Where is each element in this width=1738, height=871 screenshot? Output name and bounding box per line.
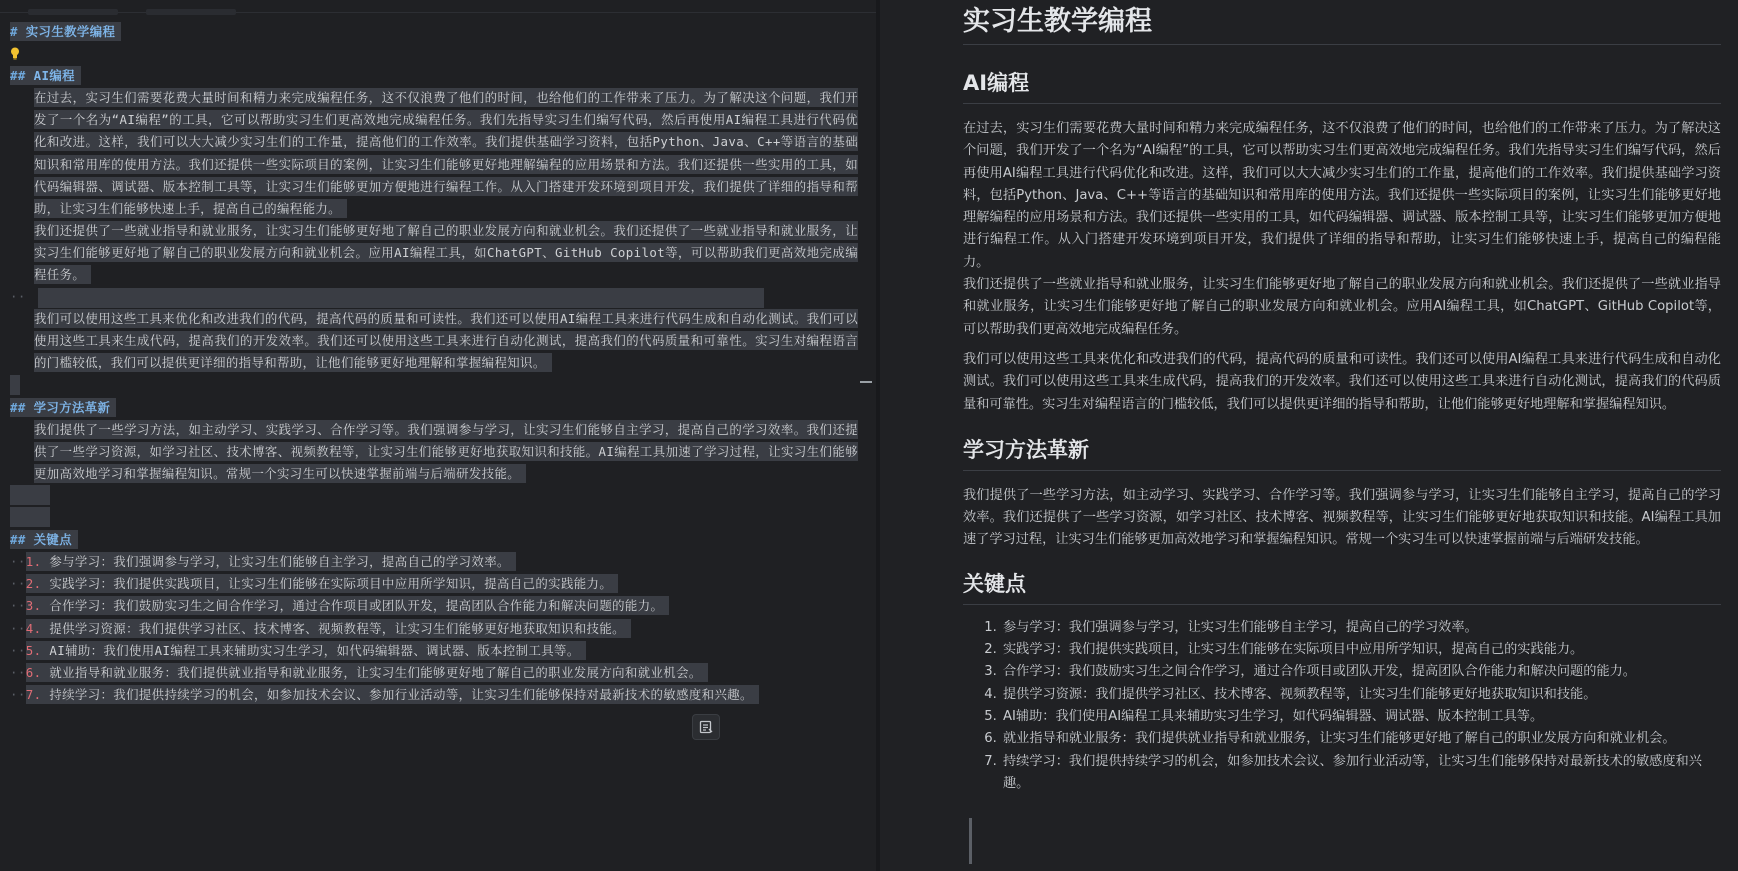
code-line-heading-ai — [10, 65, 850, 87]
preview-paragraph: 我们可以使用这些工具来优化和改进我们的代码，提高代码的质量和可读性。我们还可以使用AI编程工具来进行代码生成和自动化测试。我们可以使用这些工具来生成代码，提高我们的开发效率。我们还可以使用这些工具来进行自动化测试，提高我们的代码质量和可靠性。实习生对编程语言的门槛较低，我们可以提供更详细的指导和帮助，让他们能够更好地理解和掌握编程知识。 — [963, 351, 1721, 412]
editor-tab-strip — [0, 0, 876, 13]
code-blank-line — [10, 375, 850, 397]
code-heading-method: 学习方法革新 — [33, 399, 111, 415]
format-document-button[interactable] — [692, 714, 720, 740]
format-document-icon — [699, 720, 713, 734]
code-blank-line — [10, 485, 850, 507]
code-list-item: ··1. 参与学习：我们强调参与学习，让实习生们能够自主学习，提高自己的学习效率。 — [10, 551, 850, 573]
code-list-item: ··4. 提供学习资源：我们提供学习社区、技术博客、视频教程等，让实习生们能够更好地获取知识和技能。 — [10, 618, 850, 640]
code-line-heading-method — [10, 397, 850, 419]
code-line-bulb — [10, 43, 850, 65]
code-title-text: 实习生教学编程 — [25, 24, 116, 39]
code-list-item: ··2. 实践学习：我们提供实践项目，让实习生们能够在实际项目中应用所学知识，提高自己的实践能力。 — [10, 573, 850, 595]
lightbulb-icon[interactable] — [10, 47, 20, 60]
list-item: 4. 提供学习资源：我们提供学习社区、技术博客、视频教程等，让实习生们能够更好地获取知识和技能。 — [1001, 684, 1721, 706]
code-line-title — [10, 21, 850, 43]
list-item: 7. 持续学习：我们提供持续学习的机会，如参加技术会议、参加行业活动等，让实习生们能够保持对最新技术的敏感度和兴趣。 — [1001, 751, 1721, 796]
preview-paragraph: 我们提供了一些学习方法，如主动学习、实践学习、合作学习等。我们强调参与学习，让实习生们能够自主学习，提高自己的学习效率。我们还提供了一些学习资源，如学习社区、技术博客、视频教程等，让实习生们能够更好地获取知识和技能。AI编程工具加速了学习过程，让实习生们能够更加高效地学习和掌握编程知识。常规一个实习生可以快速掌握前端与后端研发技能。 — [963, 487, 1721, 548]
list-item: 1. 参与学习：我们强调参与学习，让实习生们能够自主学习，提高自己的学习效率。 — [1001, 617, 1721, 639]
preview-keypoints-list — [1001, 617, 1721, 795]
editor-code[interactable] — [10, 21, 858, 706]
preview-heading-keypoints: 关键点 — [963, 570, 1721, 605]
list-item: 6. 就业指导和就业服务：我们提供就业指导和就业服务，让实习生们能够更好地了解自己的职业发展方向和就业机会。 — [1001, 728, 1721, 750]
heading-marker: ## — [10, 399, 26, 415]
list-item: 5. AI辅助：我们使用AI编程工具来辅助实习生学习，如代码编辑器、调试器、版本控制工具等。 — [1001, 706, 1721, 728]
list-item: 3. 合作学习：我们鼓励实习生之间合作学习，通过合作项目或团队开发，提高团队合作能力和解决问题的能力。 — [1001, 661, 1721, 683]
code-list-item: ··3. 合作学习：我们鼓励实习生之间合作学习，通过合作项目或团队开发，提高团队合作能力和解决问题的能力。 — [10, 595, 850, 617]
preview-heading-method: 学习方法革新 — [963, 436, 1721, 471]
preview-heading-ai: AI编程 — [963, 69, 1721, 104]
markdown-preview — [880, 0, 1738, 871]
code-heading-ai: AI编程 — [33, 68, 75, 84]
preview-paragraph: 在过去，实习生们需要花费大量时间和精力来完成编程任务，这不仅浪费了他们的时间，也给他们的工作带来了压力。为了解决这个问题，我们开发了一个名为“AI编程”的工具，它可以帮助实习生们更高效地完成编程任务。我们先指导实习生们编写代码，然后再使用AI编程工具进行代码优化和改进。这样，我们可以大大减少实习生们的工作量，提高他们的工作效率。我们提供基础学习资料，包括Python、Java、C++等语言的基础知识和常用库的使用方法。我们还提供一些实际项目的案例，让实习生们能够更好地理解编程的应用场景和方法。我们还提供一些实用的工具，如代码编辑器、调试器、版本控制工具等，让实习生们能够更加方便地进行编程工作。从入门搭建开发环境到项目开发，我们提供了详细的指导和帮助，让实习生们能够快速上手，提高自己的编程能力。 — [963, 121, 1721, 270]
code-blank-line — [10, 507, 850, 529]
code-paragraph: 我们提供了一些学习方法，如主动学习、实践学习、合作学习等。我们强调参与学习，让实习生们能够自主学习，提高自己的学习效率。我们还提供了一些学习资源，如学习社区、技术博客、视频教程等，让实习生们能够更好地获取知识和技能。AI编程工具加速了学习过程，让实习生们能够更加高效地学习和掌握编程知识。常规一个实习生可以快速掌握前端与后端研发技能。 — [34, 421, 858, 481]
heading-marker: # — [10, 24, 18, 39]
code-paragraph: 我们还提供了一些就业指导和就业服务，让实习生们能够更好地了解自己的职业发展方向和就业机会。我们还提供了一些就业指导和就业服务，让实习生们能够更好地了解自己的职业发展方向和就业机会。应用AI编程工具，如ChatGPT、GitHub Copilot等，可以帮助我们更高效地完成编程任务。 — [34, 222, 858, 283]
code-list-item: ··7. 持续学习：我们提供持续学习的机会，如参加技术会议、参加行业活动等，让实习生们能够保持对最新技术的敏感度和兴趣。 — [10, 684, 850, 706]
heading-marker: ## — [10, 532, 26, 548]
code-line-heading-keypoints — [10, 529, 850, 551]
code-heading-keypoints: 关键点 — [33, 532, 72, 548]
code-list-item: ··5. AI辅助：我们使用AI编程工具来辅助实习生学习，如代码编辑器、调试器、版本控制工具等。 — [10, 640, 850, 662]
active-line-indicator — [969, 818, 972, 864]
code-list-item: ··6. 就业指导和就业服务：我们提供就业指导和就业服务，让实习生们能够更好地了解自己的职业发展方向和就业机会。 — [10, 662, 850, 684]
scrollbar-marker[interactable] — [860, 381, 872, 383]
preview-paragraph: 我们还提供了一些就业指导和就业服务，让实习生们能够更好地了解自己的职业发展方向和就业机会。我们还提供了一些就业指导和就业服务，让实习生们能够更好地了解自己的职业发展方向和就业机会。应用AI编程工具，如ChatGPT、GitHub Copilot等，可以帮助我们更高效地完成编程任务。 — [963, 277, 1721, 337]
code-blank-line: ·· — [10, 286, 850, 308]
code-paragraph: 在过去，实习生们需要花费大量时间和精力来完成编程任务，这不仅浪费了他们的时间，也给他们的工作带来了压力。为了解决这个问题，我们开发了一个名为“AI编程”的工具，它可以帮助实习生们更高效地完成编程任务。我们先指导实习生们编写代码，然后再使用AI编程工具进行代码优化和改进。这样，我们可以大大减少实习生们的工作量，提高他们的工作效率。我们提供基础学习资料，包括Python、Java、C++等语言的基础知识和常用库的使用方法。我们还提供一些实际项目的案例，让实习生们能够更好地理解编程的应用场景和方法。我们还提供一些实用的工具，如代码编辑器、调试器、版本控制工具等，让实习生们能够更加方便地进行编程工作。从入门搭建开发环境到项目开发，我们提供了详细的指导和帮助，让实习生们能够快速上手，提高自己的编程能力。 — [34, 90, 858, 216]
heading-marker: ## — [10, 68, 26, 84]
preview-title: 实习生教学编程 — [963, 5, 1721, 45]
code-paragraph: 我们可以使用这些工具来优化和改进我们的代码，提高代码的质量和可读性。我们还可以使用AI编程工具来进行代码生成和自动化测试。我们可以使用这些工具来生成代码，提高我们的开发效率。我们还可以使用这些工具来进行自动化测试，提高我们的代码质量和可靠性。实习生对编程语言的门槛较低，我们可以提供更详细的指导和帮助，让他们能够更好地理解和掌握编程知识。 — [34, 311, 858, 371]
list-item: 2. 实践学习：我们提供实践项目，让实习生们能够在实际项目中应用所学知识，提高自己的实践能力。 — [1001, 639, 1721, 661]
